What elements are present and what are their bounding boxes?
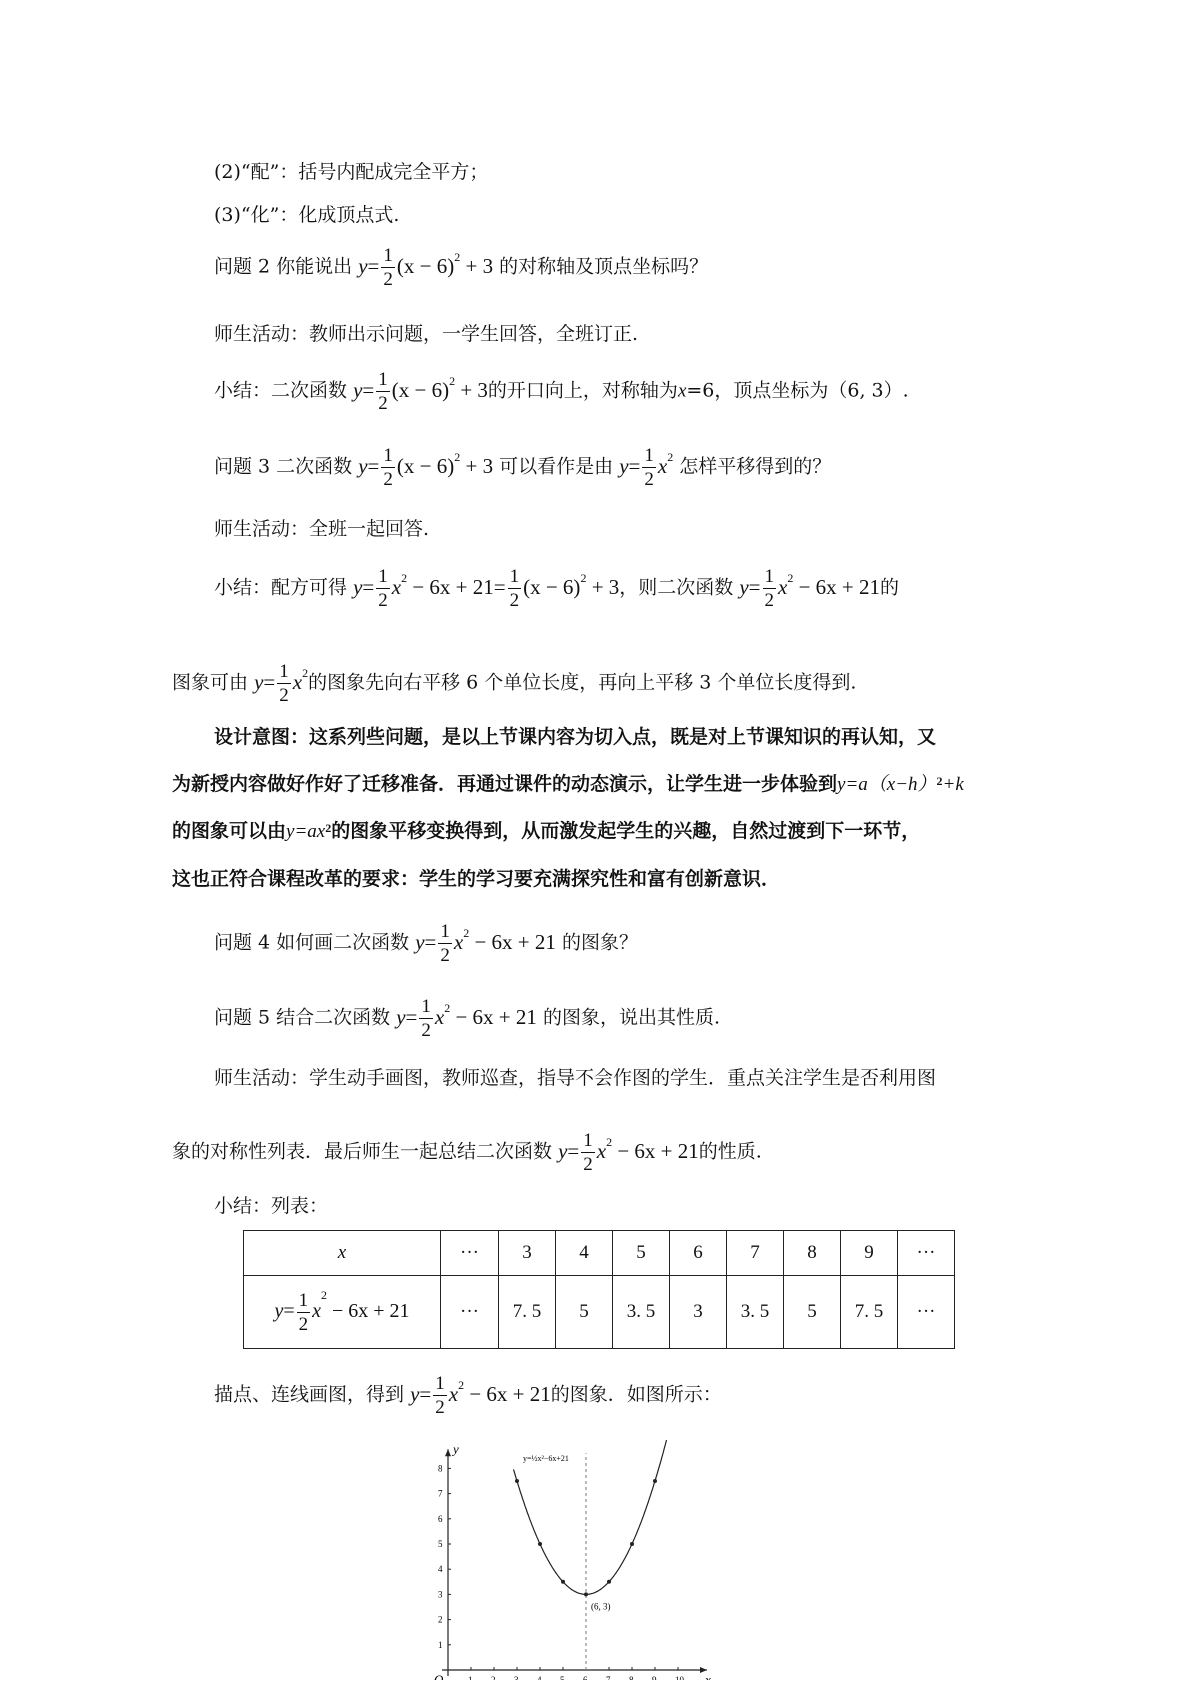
y-tick-label: 1 [438,1639,443,1650]
x-axis-label: x [705,1672,711,1680]
question-3-base-equation: y= $\frac{1}{2}$ $x^2$ [619,445,674,490]
table-cell: 7. 5 [499,1276,556,1349]
data-point [653,1479,657,1483]
x-tick-label: 5 [560,1675,565,1680]
data-point [630,1542,634,1546]
y-tick-label: 7 [438,1488,443,1499]
parabola-curve [514,1440,672,1594]
question-3-equation: y= $\frac{1}{2}$ $(x - 6)^2 + 3$ [358,445,494,490]
table-cell: 4 [556,1231,613,1276]
y-tick-label: 3 [438,1589,443,1600]
y-axis-label: y [453,1441,459,1457]
table-cell: 3 [670,1276,727,1349]
question-5-equation: y= $\frac{1}{2}$ $x^2 - 6x + 21$ [396,996,537,1041]
question-2 [214,246,708,289]
x-tick-label: 1 [468,1675,473,1680]
table-cell: 8 [784,1231,841,1276]
activity-3: 师生活动：学生动手画图，教师巡查，指导不会作图的学生．重点关注学生是否利用图 [214,1067,937,1089]
parabola-chart-svg [420,1440,720,1680]
data-point [561,1580,565,1584]
table-row-x [244,1231,955,1276]
table-cell: ··· [441,1276,499,1349]
table-cell: 3. 5 [613,1276,670,1349]
data-point [607,1580,611,1584]
table-header-y: y= $\frac{1}{2}$ $x^2 - 6x + 21$ [244,1276,441,1349]
vertex-label: (6, 3) [591,1601,611,1612]
table-cell: 7. 5 [841,1276,898,1349]
summary-2: 小结：配方可得 y= $\frac{1}{2}$ $x^2 - 6x + 21=$ $\frac{1}{2}$ $(x - 6)^2 + 3$，则二次函数 y= $\frac{1}{2}$ $x^2 - 6x + 21$的 [214,566,900,611]
activity-1: 师生活动：教师出示问题，一学生回答，全班订正. [214,323,639,345]
question-3: 问题 3 二次函数 y= $\frac{1}{2}$ $(x - 6)^2 + 3$ 可以看作是由 y= $\frac{1}{2}$ $x^2$ 怎样平移得到的？ [214,445,832,490]
value-table [243,1230,955,1349]
data-point [584,1592,588,1596]
summary-1: 小结：二次函数 y= $\frac{1}{2}$ $(x - 6)^2 + 3$的开口向上，对称轴为x=6，顶点坐标为（6, 3）. [214,369,909,414]
vertex-form-equation: y= $\frac{1}{2}$ $(x - 6)^2 + 3$ [358,245,494,290]
table-cell: ··· [441,1231,499,1276]
y-axis-arrow [445,1449,451,1456]
question-5: 问题 5 结合二次函数 y= $\frac{1}{2}$ $x^2 - 6x + 21$ 的图象，说出其性质. [214,996,720,1041]
table-cell: 6 [670,1231,727,1276]
summary-2-equation: y= $\frac{1}{2}$ $x^2 - 6x + 21=$ $\frac{1}{2}$ $(x - 6)^2 + 3$ [353,566,620,611]
summary-1-equation: y= $\frac{1}{2}$ $(x - 6)^2 + 3$ [353,369,488,414]
table-cell: 5 [556,1276,613,1349]
x-tick-label: 7 [606,1675,611,1680]
summary-2-poly: y= $\frac{1}{2}$ $x^2 - 6x + 21$ [739,566,881,611]
design-intent-line-1: 设计意图：这系列些问题，是以上节课内容为切入点，既是对上节课知识的再认知，又 [214,726,937,748]
x-tick-label: 6 [583,1675,588,1680]
step-2-text: (2)“配”：括号内配成完全平方； [214,161,489,183]
design-intent-line-2: 为新授内容做好作好了迁移准备．再通过课件的动态演示，让学生进一步体验到$y=a(x-h)^2+k$ [172,773,964,795]
summary-3: 小结：列表： [214,1195,329,1217]
x-tick-label: 3 [514,1675,519,1680]
draw-equation: y= $\frac{1}{2}$ $x^2 - 6x + 21$ [410,1373,551,1418]
activity-3-continued: 象的对称性列表．最后师生一起总结二次函数 y= $\frac{1}{2}$ $x^2 - 6x + 21$的性质. [172,1130,762,1175]
draw-instruction: 描点、连线画图，得到 y= $\frac{1}{2}$ $x^2 - 6x + 21$的图象．如图所示： [214,1373,722,1418]
table-cell: ··· [898,1231,955,1276]
y-tick-label: 5 [438,1539,443,1549]
table-cell: 9 [841,1231,898,1276]
step-3-text: (3)“化”：化成顶点式. [214,204,400,226]
activity-2: 师生活动：全班一起回答. [214,518,430,540]
table-cell: 3. 5 [727,1276,784,1349]
table-cell: ··· [898,1276,955,1349]
design-intent-line-3: 的图象可以由$y=ax^2$的图象平移变换得到，从而激发起学生的兴趣，自然过渡到下一环节， [172,820,921,842]
question-2-suffix: 的对称轴及顶点坐标吗？ [499,255,709,278]
table-cell: 7 [727,1231,784,1276]
question-4-equation: y= $\frac{1}{2}$ $x^2 - 6x + 21$ [415,921,556,966]
x-tick-label: 2 [491,1675,496,1680]
x-tick-label: 8 [629,1675,634,1680]
data-point [538,1542,542,1546]
table-header-x: x [244,1231,441,1276]
table-cell: 3 [499,1231,556,1276]
data-point [515,1479,519,1483]
summary-2-base-equation: y= $\frac{1}{2}$ $x^2$ [254,661,309,706]
y-tick-label: 2 [438,1614,443,1625]
x-tick-label: 10 [675,1675,684,1680]
origin-label: O [434,1672,444,1680]
x-tick-label: 9 [652,1675,657,1680]
summary-2-continued: 图象可由 y= $\frac{1}{2}$ $x^2$的图象先向右平移 6 个单位长度，再向上平移 3 个单位长度得到. [172,661,857,706]
y-tick-label: 8 [438,1463,443,1474]
table-row-y [244,1276,955,1349]
curve-label: y=½x²−6x+21 [523,1453,569,1463]
y-tick-label: 4 [438,1564,443,1575]
x-tick-label: 4 [537,1675,542,1680]
question-2-prefix: 问题 2 你能说出 [214,255,353,278]
y-tick-label: 6 [438,1513,443,1524]
question-4: 问题 4 如何画二次函数 y= $\frac{1}{2}$ $x^2 - 6x + 21$ 的图象？ [214,921,638,966]
design-intent-line-4: 这也正符合课程改革的要求：学生的学习要充满探究性和富有创新意识． [172,868,781,890]
table-cell: 5 [784,1276,841,1349]
table-cell: 5 [613,1231,670,1276]
parabola-chart [420,1440,720,1684]
activity-3-equation: y= $\frac{1}{2}$ $x^2 - 6x + 21$ [558,1130,699,1175]
